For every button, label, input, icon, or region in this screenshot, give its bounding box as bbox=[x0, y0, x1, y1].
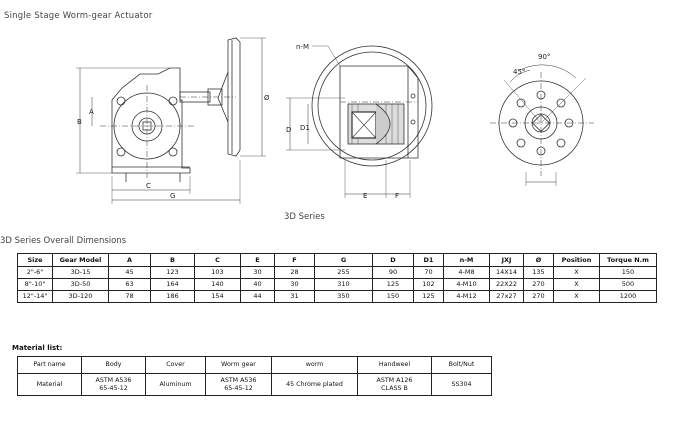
table-cell: 350 bbox=[315, 291, 373, 303]
table-cell: 3D-120 bbox=[53, 291, 109, 303]
table-cell: X bbox=[554, 291, 600, 303]
header-cell: Handweel bbox=[358, 357, 432, 374]
header-cell: E bbox=[241, 254, 275, 267]
table-cell: 45 bbox=[109, 267, 151, 279]
table-cell: 150 bbox=[600, 267, 657, 279]
flange-view bbox=[490, 65, 594, 186]
table-cell: 164 bbox=[151, 279, 195, 291]
table-cell: 14X14 bbox=[490, 267, 524, 279]
header-cell: Cover bbox=[146, 357, 206, 374]
table-cell: 22X22 bbox=[490, 279, 524, 291]
table-cell: 44 bbox=[241, 291, 275, 303]
table-cell: 40 bbox=[241, 279, 275, 291]
table-cell: SS304 bbox=[432, 374, 492, 396]
dim-label-phi: Ø bbox=[264, 94, 270, 102]
header-cell: Position bbox=[554, 254, 600, 267]
material-line: ASTM A536 bbox=[220, 376, 257, 384]
dim-label-nm: n-M bbox=[296, 43, 310, 51]
table-cell: 150 bbox=[373, 291, 414, 303]
header-cell: D1 bbox=[414, 254, 444, 267]
dim-label-c: C bbox=[146, 182, 151, 190]
table-cell: 270 bbox=[524, 279, 554, 291]
table-cell: Aluminum bbox=[146, 374, 206, 396]
header-cell: Gear Model bbox=[53, 254, 109, 267]
table-cell: X bbox=[554, 279, 600, 291]
angle-label-90: 90° bbox=[538, 53, 551, 61]
header-cell: Body bbox=[82, 357, 146, 374]
section-view bbox=[286, 46, 432, 198]
header-cell: Torque N.m bbox=[600, 254, 657, 267]
header-cell: B bbox=[151, 254, 195, 267]
table-cell: 186 bbox=[151, 291, 195, 303]
table-cell: 4-M10 bbox=[444, 279, 490, 291]
table-row bbox=[18, 279, 657, 291]
dim-label-e: E bbox=[363, 192, 368, 200]
table-cell: 78 bbox=[109, 291, 151, 303]
material-line: ASTM A536 bbox=[95, 376, 132, 384]
material-list-caption: Material list: bbox=[12, 344, 63, 352]
dimensions-table bbox=[17, 253, 657, 303]
table-cell: 70 bbox=[414, 267, 444, 279]
header-cell: D bbox=[373, 254, 414, 267]
table-cell: 135 bbox=[524, 267, 554, 279]
table-cell: X bbox=[554, 267, 600, 279]
header-cell: Bolt/Nut bbox=[432, 357, 492, 374]
table-cell: 310 bbox=[315, 279, 373, 291]
table-cell: 90 bbox=[373, 267, 414, 279]
table-cell: 103 bbox=[195, 267, 241, 279]
header-cell: F bbox=[275, 254, 315, 267]
table-cell: 31 bbox=[275, 291, 315, 303]
header-cell: G bbox=[315, 254, 373, 267]
angle-label-45: 45° bbox=[513, 68, 526, 76]
table-cell: 4-M8 bbox=[444, 267, 490, 279]
dim-label-b: B bbox=[77, 118, 82, 126]
table-row bbox=[18, 267, 657, 279]
material-table bbox=[17, 356, 492, 396]
table-cell: 125 bbox=[414, 291, 444, 303]
table-cell: Material bbox=[18, 374, 82, 396]
material-header-row bbox=[18, 357, 492, 374]
header-cell: JXJ bbox=[490, 254, 524, 267]
header-cell: n-M bbox=[444, 254, 490, 267]
header-cell: C bbox=[195, 254, 241, 267]
header-cell: Ø bbox=[524, 254, 554, 267]
table-cell: 125 bbox=[373, 279, 414, 291]
table-cell: 1200 bbox=[600, 291, 657, 303]
table-cell: 27x27 bbox=[490, 291, 524, 303]
material-line: 65-45-12 bbox=[99, 384, 128, 392]
material-line: CLASS B bbox=[381, 384, 408, 392]
material-row bbox=[18, 374, 492, 396]
table-cell: 8"-10" bbox=[18, 279, 53, 291]
series-caption: 3D Series bbox=[284, 212, 325, 222]
table-cell: 4-M12 bbox=[444, 291, 490, 303]
front-view bbox=[76, 38, 266, 204]
table-cell: 123 bbox=[151, 267, 195, 279]
table-cell: 28 bbox=[275, 267, 315, 279]
header-cell: worm bbox=[272, 357, 358, 374]
material-line: 65-45-12 bbox=[224, 384, 253, 392]
table-cell: 12"-14" bbox=[18, 291, 53, 303]
table-cell: 3D-50 bbox=[53, 279, 109, 291]
table-cell: 63 bbox=[109, 279, 151, 291]
material-line: ASTM A126 bbox=[376, 376, 413, 384]
header-cell: A bbox=[109, 254, 151, 267]
drawing-title: Single Stage Worm-gear Actuator bbox=[4, 11, 153, 21]
table-cell bbox=[358, 374, 432, 396]
table-row bbox=[18, 291, 657, 303]
table-header-row bbox=[18, 254, 657, 267]
dim-label-a: A bbox=[89, 108, 94, 116]
table-cell: 30 bbox=[275, 279, 315, 291]
dim-label-f: F bbox=[395, 192, 400, 200]
table-cell: 140 bbox=[195, 279, 241, 291]
table-cell bbox=[82, 374, 146, 396]
table-cell: 154 bbox=[195, 291, 241, 303]
table-cell: 270 bbox=[524, 291, 554, 303]
table-cell: 102 bbox=[414, 279, 444, 291]
header-cell: Size bbox=[18, 254, 53, 267]
table-cell: 3D-15 bbox=[53, 267, 109, 279]
table-cell: 45 Chrome plated bbox=[272, 374, 358, 396]
table-cell: 30 bbox=[241, 267, 275, 279]
dim-label-d1: D1 bbox=[300, 124, 310, 132]
dim-label-d: D bbox=[286, 126, 292, 134]
header-cell: Worm gear bbox=[206, 357, 272, 374]
table-cell: 255 bbox=[315, 267, 373, 279]
dim-label-g: G bbox=[170, 192, 176, 200]
overall-dimensions-caption: 3D Series Overall Dimensions bbox=[0, 236, 127, 246]
table-cell bbox=[206, 374, 272, 396]
table-cell: 500 bbox=[600, 279, 657, 291]
header-cell: Part name bbox=[18, 357, 82, 374]
table-cell: 2"-6" bbox=[18, 267, 53, 279]
